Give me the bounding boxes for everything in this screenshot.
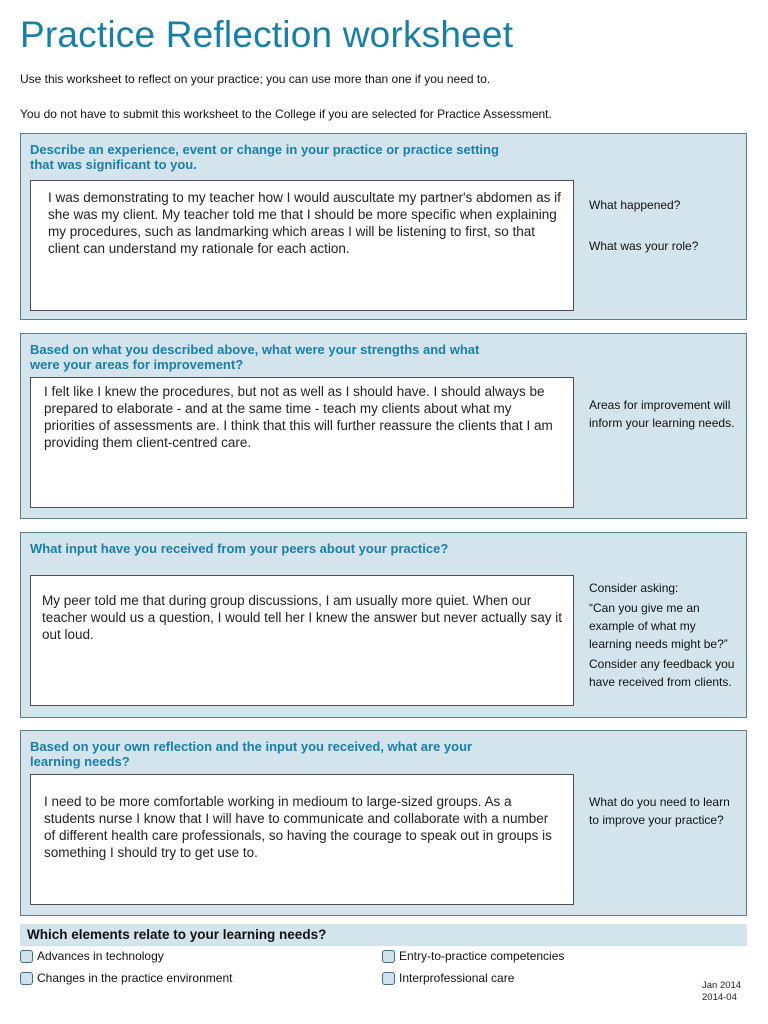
answer-field[interactable]: I felt like I knew the procedures, but not as well as I should have. I should always be prepared to elaborate - and at the same time - teach my clients about what my priorities of assessments are. I think that this will further reassure the clients that I am providing them client-centred care.	[30, 377, 574, 508]
elements-header	[20, 924, 747, 946]
checkbox-box[interactable]	[382, 972, 395, 985]
section-question: Describe an experience, event or change in your practice or practice setting that was significant to you.	[30, 142, 499, 172]
footer-date: Jan 2014	[702, 980, 742, 991]
checkbox-box[interactable]	[382, 950, 395, 963]
checkbox-label: Interprofessional care	[399, 971, 515, 985]
checkbox-label: Changes in the practice environment	[37, 971, 233, 985]
hint-text: Consider any feedback you have received from clients.	[589, 657, 735, 689]
intro-text-2: You do not have to submit this worksheet to the College if you are selected for Practice Assessment.	[20, 107, 552, 121]
hint-text: What happened?	[589, 198, 681, 212]
checkbox-label: Advances in technology	[37, 949, 164, 963]
page-title: Practice Reflection worksheet	[20, 14, 514, 55]
section-hints	[589, 196, 739, 255]
answer-field[interactable]: My peer told me that during group discussions, I am usually more quiet. When our teacher would us a question, I would tell her I knew the answer but never actually say it out loud.	[30, 575, 574, 706]
section-peer-input	[20, 532, 747, 718]
checkbox-changes-in-practice-environment[interactable]	[20, 971, 232, 985]
intro-text-1: Use this worksheet to reflect on your practice; you can use more than one if you need to.	[20, 72, 491, 86]
section-question: What input have you received from your peers about your practice?	[30, 541, 449, 556]
section-hints	[589, 579, 739, 691]
checkbox-entry-to-practice-competencies[interactable]	[382, 949, 564, 963]
checkbox-label: Entry-to-practice competencies	[399, 949, 565, 963]
section-hints	[589, 396, 739, 432]
hint-text: Areas for improvement will inform your learning needs.	[589, 398, 735, 430]
section-learning-needs	[20, 730, 747, 916]
hint-text: What do you need to learn to improve your practice?	[589, 795, 730, 827]
section-significant-experience	[20, 133, 747, 320]
section-strengths-improvement	[20, 333, 747, 519]
hint-text: What was your role?	[589, 239, 699, 253]
checkbox-advances-in-technology[interactable]	[20, 949, 164, 963]
checkbox-box[interactable]	[20, 950, 33, 963]
section-hints	[589, 793, 739, 829]
checkbox-interprofessional-care[interactable]	[382, 971, 514, 985]
answer-field[interactable]: I need to be more comfortable working in medioum to large-sized groups. As a students nurse I know that I will have to communicate and collaborate with a number of different health care professionals, so having the courage to speak out in groups is something I should try to get use to.	[30, 774, 574, 905]
footer-version	[702, 980, 741, 1004]
elements-question: Which elements relate to your learning needs?	[27, 927, 327, 942]
answer-field[interactable]: I was demonstrating to my teacher how I would auscultate my partner's abdomen as if she was my client. My teacher told me that I should be more specific when explaining my procedures, such as landmarking which areas I will be listening to first, so that client can understand my rationale for each action.	[30, 180, 574, 311]
hint-text: “Can you give me an example of what my learning needs might be?”	[589, 601, 728, 651]
hint-text: Consider asking:	[589, 581, 679, 595]
section-question: Based on what you described above, what were your strengths and what were your areas for improvement?	[30, 342, 480, 372]
section-question: Based on your own reflection and the input you received, what are your learning needs?	[30, 739, 473, 769]
footer-code: 2014-04	[702, 992, 737, 1003]
checkbox-box[interactable]	[20, 972, 33, 985]
